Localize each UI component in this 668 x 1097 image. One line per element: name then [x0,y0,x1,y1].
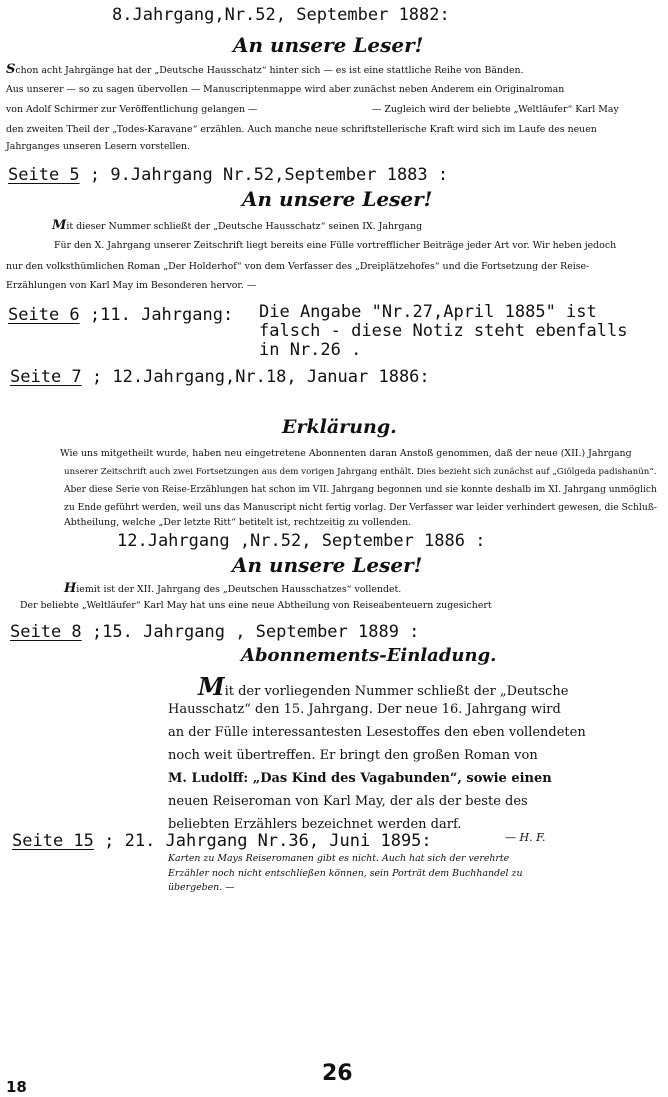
text-1886-l1: iemit ist der XII. Jahrgang des „Deutschen Hausschatzes“ vollendet. [76,584,402,595]
paragraph-1895-line-3: übergeben. — [168,882,235,893]
note-line-1: Die Angabe "Nr.27,April 1885" ist [259,302,597,322]
header-1883: ; 9.Jahrgang Nr.52,September 1883 : [89,165,449,185]
seite-label: Seite 5 [8,165,80,185]
signature: — H. F. [505,831,546,844]
seite-label: Seite 15 [12,831,94,851]
title-erklaerung: Erklärung. [282,416,397,438]
title-abonnements-einladung: Abonnements-Einladung. [241,645,497,666]
drop-cap: M [52,218,67,233]
paragraph-1889-line-6: neuen Reiseroman von Karl May, der als der beste des [168,794,528,809]
paragraph-1889-line-4: noch weit übertreffen. Er bringt den großen Roman von [168,748,538,763]
paragraph-1883-line-3: nur den volksthümlichen Roman „Der Holderhof“ von dem Verfasser des „Dreiplätzehofes“ und die Fortsetzung der Reise- [6,261,590,272]
drop-cap: H [64,581,77,596]
header-sept-1886: 12.Jahrgang ,Nr.52, September 1886 : [117,531,486,551]
corner-page-number: 18 [6,1078,27,1096]
text-1882-l1: chon acht Jahrgänge hat der „Deutsche Hausschatz“ hinter sich — es ist eine stattliche Reihe von Bänden. [15,65,524,76]
seite-15-header [12,831,432,851]
paragraph-1886-line-2: Der beliebte „Weltläufer“ Karl May hat uns eine neue Abtheilung von Reiseabenteuern zugesichert [20,600,492,611]
seite-6-header [8,305,233,325]
paragraph-1883-line-2: Für den X. Jahrgang unserer Zeitschrift liegt bereits eine Fülle vortrefflicher Beiträge jeder Art vor. Wir heben jedoch [54,240,617,251]
header-juni-1895: ; 21. Jahrgang Nr.36, Juni 1895: [104,831,432,851]
paragraph-1882-line-4: den zweiten Theil der „Todes-Karavane“ erzählen. Auch manche neue schriftstellerische Kraft wird sich im Laufe des neuen [6,124,597,135]
header-jan-1886: ; 12.Jahrgang,Nr.18, Januar 1886: [91,367,430,387]
header-sept-1889: ;15. Jahrgang , September 1889 : [91,622,420,642]
seite-7-header [10,367,430,387]
paragraph-1889-line-3: an der Fülle interessantesten Lesestoffes den eben vollendeten [168,725,586,740]
paragraph-1889-line-5: M. Ludolff: „Das Kind des Vagabunden“, sowie einen [168,771,552,786]
paragraph-1882-line-1 [6,64,524,77]
seite-label: Seite 7 [10,367,82,387]
drop-cap: S [6,62,16,77]
title-an-unsere-leser-1886: An unsere Leser! [232,553,423,577]
seite-label: Seite 6 [8,305,80,325]
seite-5-header [8,165,448,185]
paragraph-1882-line-5: Jahrganges unseren Lesern vorstellen. [6,141,191,152]
paragraph-erklaerung-line-2: unserer Zeitschrift auch zwei Fortsetzungen aus dem vorigen Jahrgang enthält. Dies bezieht sich zunächst auf „Giölgeda padishanün“. [64,467,657,477]
paragraph-1882-line-2: Aus unserer — so zu sagen übervollen — Manuscriptenmappe wird aber zunächst neben Anderem ein Originalroman [6,84,565,95]
header-11-jahrgang: ;11. Jahrgang: [89,305,234,325]
header-1882: 8.Jahrgang,Nr.52, September 1882: [112,5,450,25]
note-line-3: in Nr.26 . [259,340,362,360]
paragraph-1886-line-1 [64,583,401,596]
note-line-2: falsch - diese Notiz steht ebenfalls [259,321,628,341]
paragraph-1882-line-3b: — Zugleich wird der beliebte „Weltläufer“ Karl May [372,104,619,115]
paragraph-erklaerung-line-3: Aber diese Serie von Reise-Erzählungen hat schon im VII. Jahrgang begonnen und sie konnte deshalb im XI. Jahrgang unmöglich [64,485,657,495]
paragraph-erklaerung-line-1: Wie uns mitgetheilt wurde, haben neu eingetretene Abonnenten daran Anstoß genommen, daß der neue (XII.) Jahrgang [60,448,632,459]
paragraph-1889-line-2: Hausschatz“ den 15. Jahrgang. Der neue 16. Jahrgang wird [168,702,561,717]
paragraph-1882-line-3a: von Adolf Schirmer zur Veröffentlichung gelangen — [6,104,258,115]
paragraph-erklaerung-line-5: Abtheilung, welche „Der letzte Ritt“ betitelt ist, rechtzeitig zu vollenden. [64,517,412,528]
seite-label: Seite 8 [10,622,82,642]
title-an-unsere-leser-1882: An unsere Leser! [233,33,424,57]
title-an-unsere-leser-1883: An unsere Leser! [242,187,433,211]
page-number: 26 [322,1061,353,1086]
paragraph-1895-line-1: Karten zu Mays Reiseromanen gibt es nicht. Auch hat sich der verehrte [168,853,510,864]
paragraph-1895-line-2: Erzähler noch nicht entschließen können, sein Porträt dem Buchhandel zu [168,868,523,879]
text-1889-l1: it der vorliegenden Nummer schließt der „Deutsche [224,684,569,699]
text-1883-l1: it dieser Nummer schließt der „Deutsche Hausschatz“ seinen IX. Jahrgang [66,221,423,232]
paragraph-1883-line-1 [52,220,422,233]
paragraph-1889-line-7: beliebten Erzählers bezeichnet werden darf. [168,817,462,832]
paragraph-erklaerung-line-4: zu Ende geführt werden, weil uns das Manuscript nicht fertig vorlag. Der Verfasser war leider verhindert gewesen, die Schluß- [64,502,657,513]
paragraph-1883-line-4: Erzählungen von Karl May im Besonderen hervor. — [6,280,257,291]
drop-cap: M [198,672,225,701]
seite-8-header [10,622,419,642]
